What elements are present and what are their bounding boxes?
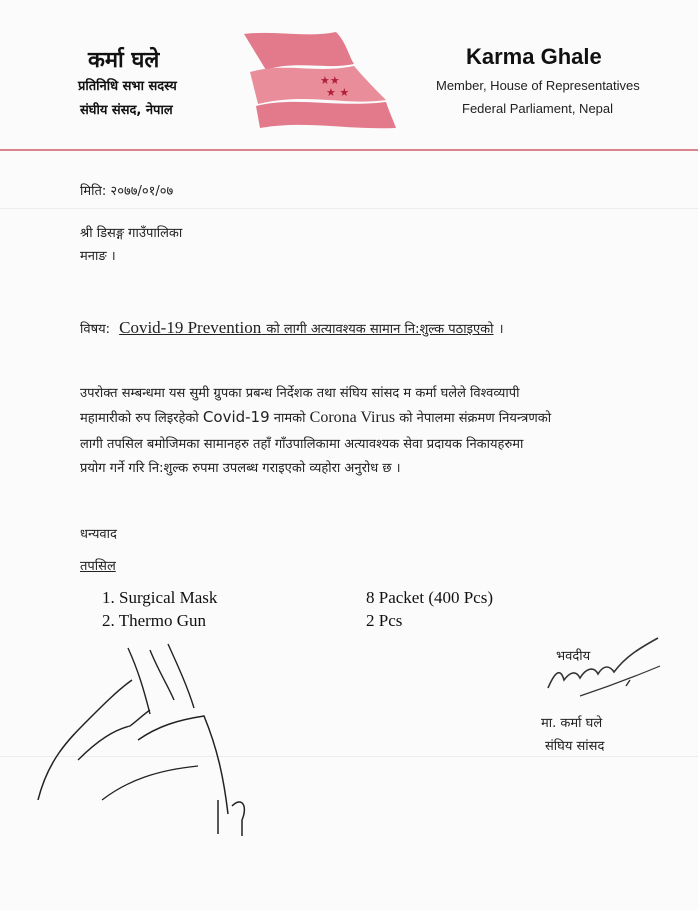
- handwritten-annotations: [18, 630, 298, 850]
- sender-title-nepali-2: संघीय संसद, नेपाल: [80, 103, 173, 118]
- body-line-4: प्रयोग गर्ने गरि नि:शुल्क रुपमा उपलब्ध गराइएको व्यहोरा अनुरोध छ ।: [80, 461, 401, 476]
- letter-date: मिति: २०७७/०१/०७: [80, 184, 174, 199]
- body-line-2e: को नेपालमा संक्रमण नियन्त्रणको: [399, 411, 552, 426]
- body-line-2c: नामको: [273, 411, 306, 426]
- recipient-line-2: मनाङ ।: [80, 249, 116, 264]
- body-line-1: उपरोक्त सम्बन्धमा यस सुमी ग्रुपका प्रबन्ध निर्देशक तथा संघिय सांसद म कर्मा घलेले विश्वव्यापी: [80, 386, 520, 401]
- details-label: तपसिल: [80, 559, 116, 574]
- thanks-text: धन्यवाद: [80, 527, 117, 542]
- svg-text:★ ★: ★ ★: [326, 86, 350, 99]
- body-covid: Covid-19: [202, 408, 270, 426]
- item-qty-2: 2 Pcs: [366, 611, 403, 630]
- party-flag-logo: [236, 30, 400, 130]
- sender-title-nepali-1: प्रतिनिधि सभा सदस्य: [78, 79, 177, 94]
- closing-text: भवदीय: [556, 649, 591, 664]
- sender-name-english: Karma Ghale: [466, 44, 602, 69]
- signatory-name: मा. कर्मा घले: [541, 716, 603, 731]
- body-corona: Corona Virus: [309, 409, 396, 426]
- item-name-1: 1. Surgical Mask: [102, 588, 218, 607]
- subject-label: विषय:: [80, 322, 111, 337]
- sender-name-nepali: कर्मा घले: [88, 48, 160, 73]
- recipient-line-1: श्री डिसङ्ग गाउँपालिका: [80, 226, 183, 241]
- signatory-title: संघिय सांसद: [545, 739, 605, 754]
- sender-signature: [540, 626, 670, 706]
- subject-english: Covid-19 Prevention: [119, 318, 262, 337]
- body-line-2a: महामारीको रुप लिइरहेको: [80, 411, 199, 426]
- subject-nepali: को लागी अत्यावश्यक सामान नि:शुल्क पठाइएको: [266, 322, 494, 337]
- subject-line: [80, 318, 504, 338]
- item-name-2: 2. Thermo Gun: [102, 611, 207, 630]
- subject-text: [119, 318, 493, 337]
- sender-title-english-1: Member, House of Representatives: [436, 78, 640, 93]
- sender-title-english-2: Federal Parliament, Nepal: [462, 101, 614, 116]
- svg-text:★★: ★★: [320, 74, 340, 87]
- header-divider: [0, 149, 698, 151]
- body-line-3: लागी तपसिल बमोजिमका सामानहरु तहाँ गाँउपालिकामा अत्यावश्यक सेवा प्रदायक निकायहरुमा: [80, 437, 524, 452]
- body-line-2: [80, 408, 620, 427]
- subject-end: ।: [498, 322, 504, 337]
- item-qty-1: 8 Packet (400 Pcs): [366, 588, 494, 607]
